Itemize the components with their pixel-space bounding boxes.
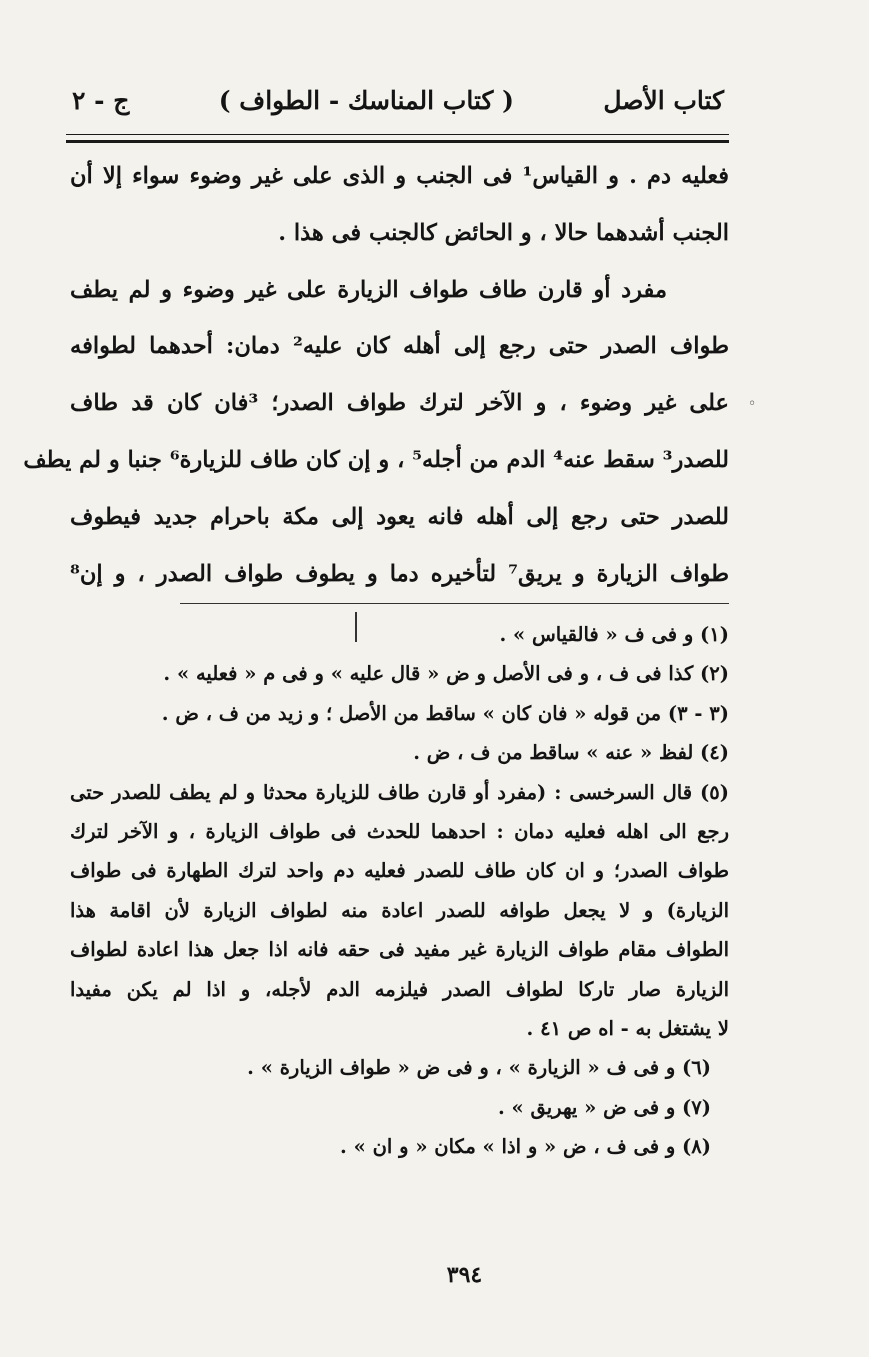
footnote: (٣ - ٣) من قوله « فان كان » ساقط من الأصل ؛ و زيد من ف ، ض . — [161, 701, 729, 725]
footnote: (٤) لفظ « عنه » ساقط من ف ، ض . — [413, 741, 729, 765]
text-line: طواف الزيارة و يريق⁷ لتأخيره دما و يطوف طواف الصدر ، و إن⁸ — [70, 560, 730, 587]
footnote: (٦) و فى ف « الزيارة » ، و فى ض « طواف الزيارة » . — [247, 1056, 711, 1080]
text-line: طواف الصدر حتى رجع إلى أهله كان عليه² دمان: أحدهما لطوافه — [70, 333, 729, 360]
footnote-continuation: رجع الى اهله فعليه دمان : احدهما للحدث فى طواف الزيارة ، و الآخر لترك — [70, 820, 729, 844]
footnote-continuation: الزيارة) و لا يجعل طوافه للصدر اعادة منه لطواف الزيارة لأن اقامة هذا — [70, 898, 729, 922]
footnote-continuation: الطواف مقام طواف الزيارة غير مفيد فى حقه فانه اذا جعل هذا اعادة لطواف — [70, 938, 729, 962]
footnote: (٥) قال السرخسى : (مفرد أو قارن طاف للزيارة محدثا و لم يطف للصدر حتى — [70, 780, 729, 804]
footnote-continuation: لا يشتغل به - اه ص ٤١ . — [526, 1017, 729, 1041]
paragraph-start-line: مفرد أو قارن طاف طواف الزيارة على غير وضوء و لم يطف — [70, 276, 667, 303]
running-header — [72, 78, 724, 122]
text-line: للصدر حتى رجع إلى أهله فانه يعود إلى مكة باحرام جديد فيطوف — [70, 503, 729, 530]
footnote: (٢) كذا فى ف ، و فى الأصل و ض « قال عليه » و فى م « فعليه » . — [163, 662, 729, 686]
page-number: ٣٩٤ — [446, 1262, 483, 1288]
footnote-continuation: طواف الصدر؛ و ان كان طاف للصدر فعليه دم واحد لترك الطهارة فى طواف — [70, 859, 729, 883]
header-volume: ج - ٢ — [72, 85, 130, 115]
footnote-continuation: الزيارة صار تاركا لطواف الصدر فيلزمه الدم لأجله، و اذا لم يكن مفيدا — [70, 977, 729, 1001]
text-line: الجنب أشدهما حالا ، و الحائض كالجنب فى هذا . — [278, 219, 729, 246]
footnote: (٨) و فى ف ، ض « و اذا » مكان « و ان » . — [340, 1135, 711, 1159]
footnotes-block — [70, 615, 729, 1167]
text-line: للصدر³ سقط عنه⁴ الدم من أجله⁵ ، و إن كان طاف للزيارة⁶ جنبا و لم يطف — [23, 446, 729, 473]
text-line: فعليه دم . و القياس¹ فى الجنب و الذى على غير وضوء سواء إلا أن — [70, 163, 729, 189]
header-rule-thin — [66, 134, 729, 135]
header-book-title: كتاب الأصل — [603, 85, 724, 115]
footnote: (١) و فى ف « فالقياس » . — [499, 623, 729, 646]
text-line: على غير وضوء ، و الآخر لترك طواف الصدر؛ ³فان كان قد طاف — [70, 390, 729, 417]
main-text-block — [23, 148, 730, 602]
margin-mark: ◦ — [748, 396, 757, 412]
footnote-separator — [180, 603, 729, 604]
header-chapter-title: ( كتاب المناسك - الطواف ) — [218, 85, 514, 115]
footnote: (٧) و فى ض « يهريق » . — [497, 1095, 711, 1119]
header-rule-thick — [66, 140, 729, 143]
